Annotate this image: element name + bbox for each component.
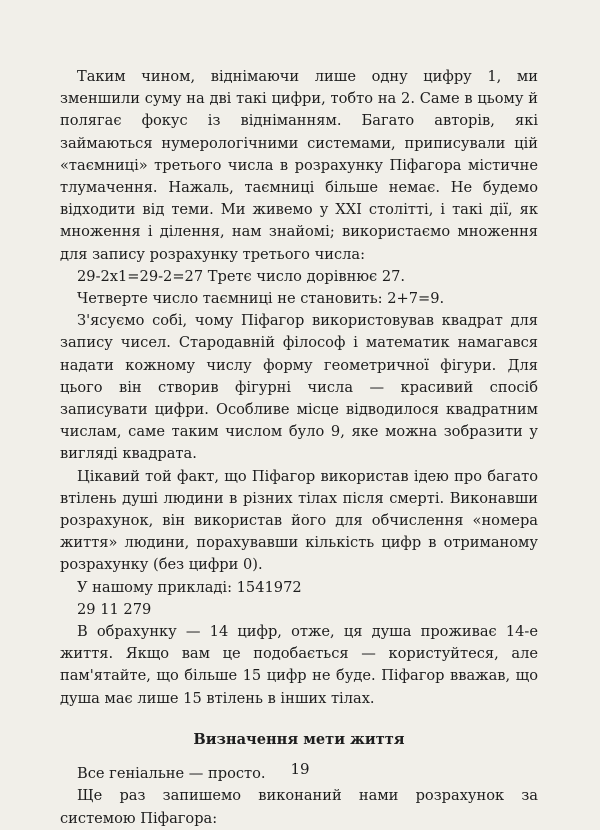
formula-third-number: 29-2х1=29-2=27 Третє число дорівнює 27.	[77, 267, 406, 285]
page-number: 19	[290, 760, 310, 778]
paragraph-genius-simple: Все геніальне — просто.	[77, 765, 266, 783]
formula-fourth-number: Четверте число таємниці не становить: 2+7=9.	[77, 290, 445, 308]
paragraph-fourteen-digits: В обрахунку — 14 цифр, отже, ця душа проживає 14-е життя. Якщо вам це подобається — користуйтеся, але пам'ятайте, що більше 15 цифр не буде. Піфагор вважав, що душа має лише 15 втілень в інших тілах.	[60, 623, 538, 707]
section-heading: Визначення мети життя	[193, 730, 405, 748]
body-text	[60, 66, 538, 830]
paragraph-subtraction-trick: Таким чином, віднімаючи лише одну цифру 1, ми зменшили суму на дві такі цифри, тобто на 2. Саме в цьому й полягає фокус із відніманням. Багато авторів, які займаються нумерологічними системами, приписували цій «таємниці» третього числа в розрахунку Піфагора містичне тлумачення. Нажаль, таємниці більше немає. Не будемо відходити від теми. Ми живемо у XXI столітті, і такі дії, як множення і ділення, нам знайомі; використаємо множення для запису розрахунку третього числа:	[60, 68, 538, 263]
example-line-2: 29 11 279	[77, 600, 152, 618]
example-line-1: У нашому прикладі: 1541972	[77, 578, 302, 596]
paragraph-square-numbers: З'ясуємо собі, чому Піфагор використовував квадрат для запису чисел. Стародавній філософ і математик намагався надати кожному числу форму геометричної фігури. Для цього він створив фігурні числа — красивий спосіб записувати цифри. Особливе місце відводилося квадратним числам, саме таким числом було 9, яке можна зобразити у вигляді квадрата.	[60, 312, 538, 463]
paragraph-repeat-calculation: Ще раз запишемо виконаний нами розрахунок за системою Піфагора:	[60, 787, 538, 827]
paragraph-soul-incarnations: Цікавий той факт, що Піфагор використав ідею про багато втілень душі людини в різних тілах після смерті. Виконавши розрахунок, він використав його для обчислення «номера життя» людини, порахувавши кількість цифр в отриманому розрахунку (без цифри 0).	[60, 467, 538, 574]
